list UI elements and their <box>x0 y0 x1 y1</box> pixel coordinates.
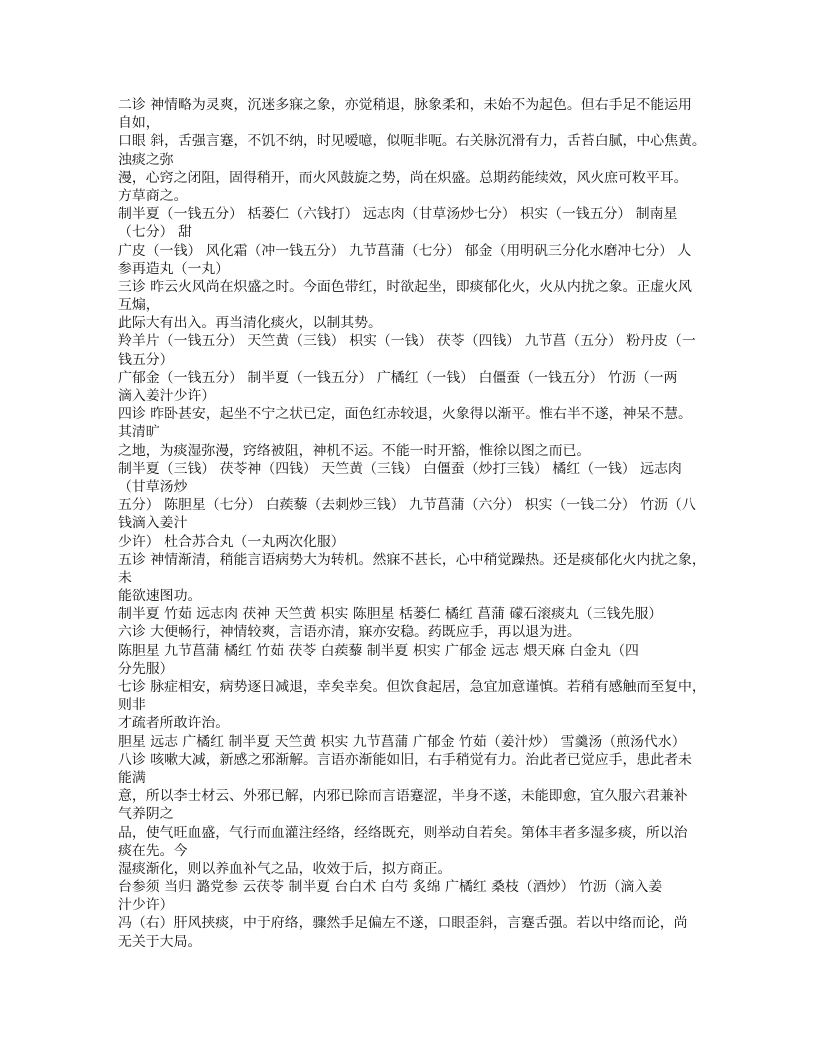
text-line: 七诊 脉症相安，病势逐日减退，幸矣幸矣。但饮食起居，急宜加意谨慎。若稍有感触而至复中， <box>118 679 706 695</box>
text-line: 八诊 咳嗽大减，新感之邪渐解。言语亦渐能如旧，右手稍觉有力。治此者已觉应手，患此者未 <box>118 751 692 768</box>
text-line: 品，使气旺血盛，气行而血灌注经络，经络既充，则举动自若矣。第体丰者多湿多痰，所以治 <box>118 824 688 841</box>
text-line: 制半夏（一钱五分） 栝蒌仁（六钱打） 远志肉（甘草汤炒七分） 枳实（一钱五分） 制南星 <box>118 206 678 223</box>
text-line: 胆星 远志 广橘红 制半夏 天竺黄 枳实 九节菖蒲 广郁金 竹茹（姜汁炒） 雪羹汤（煎汤代水） <box>118 733 686 750</box>
text-line: 则非 <box>118 697 146 714</box>
text-line: （甘草汤炒 <box>118 478 188 495</box>
text-line: 口眼 斜，舌强言蹇，不饥不纳，时见嗳噫，似呃非呃。右关脉沉滑有力，舌苔白腻，中心焦黄。 <box>118 133 706 150</box>
text-line: 分先服） <box>118 660 174 677</box>
text-line: 才疏者所敢许治。 <box>118 715 230 732</box>
text-line: 汁少许） <box>118 897 174 914</box>
document-page <box>118 96 718 951</box>
text-line: 能欲速图功。 <box>118 588 202 605</box>
text-line: 冯（右）肝风挟痰，中于府络，骤然手足偏左不遂，口眼歪斜，言蹇舌强。若以中络而论，尚 <box>118 915 688 932</box>
text-line: 能满 <box>118 769 146 786</box>
text-line: 钱五分） <box>118 351 174 368</box>
text-line: 二诊 神情略为灵爽，沉迷多寐之象，亦觉稍退，脉象柔和，未始不为起色。但右手足不能运用 <box>118 97 692 113</box>
text-line: 未 <box>118 569 132 586</box>
text-line: 广皮（一钱） 风化霜（冲一钱五分） 九节菖蒲（七分） 郁金（用明矾三分化水磨冲七分） 人 <box>118 242 692 259</box>
text-line: 参再造丸（一丸） <box>118 260 230 277</box>
text-line: 五分） 陈胆星（七分） 白蒺藜（去刺炒三钱） 九节菖蒲（六分） 枳实（一钱二分） 竹沥（八 <box>118 497 696 514</box>
text-line: 方草商之。 <box>118 187 188 204</box>
text-line: 广郁金（一钱五分） 制半夏（一钱五分） 广橘红（一钱） 白僵蚕（一钱五分） 竹沥（一两 <box>118 369 678 386</box>
text-line: （七分） 甜 <box>118 224 192 241</box>
text-line: 无关于大局。 <box>118 933 202 950</box>
text-line: 三诊 昨云火风尚在炽盛之时。今面色带红，时欲起坐，即痰郁化火，火从内扰之象。正虚火风 <box>118 278 692 295</box>
text-line: 陈胆星 九节菖蒲 橘红 竹茹 茯苓 白蒺藜 制半夏 枳实 广郁金 远志 煨天麻 白金丸（四 <box>118 642 639 659</box>
text-line: 制半夏（三钱） 茯苓神（四钱） 天竺黄（三钱） 白僵蚕（炒打三钱） 橘红（一钱） 远志肉 <box>118 460 682 477</box>
text-line: 意，所以李士材云、外邪已解，内邪已除而言语蹇涩，半身不遂，未能即愈，宜久服六君兼补 <box>118 788 688 805</box>
text-line: 此际大有出入。再当清化痰火，以制其势。 <box>118 315 382 332</box>
text-line: 自如， <box>118 115 160 132</box>
text-line: 羚羊片（一钱五分） 天竺黄（三钱） 枳实（一钱） 茯苓（四钱） 九节菖（五分） 粉丹皮（一 <box>118 333 696 350</box>
text-line: 其清旷 <box>118 424 160 441</box>
text-line: 少许） 杜合苏合丸（一丸两次化服） <box>118 533 345 550</box>
text-line: 浊痰之弥 <box>118 151 174 168</box>
text-line: 气养阴之 <box>118 806 174 823</box>
text-line: 痰在先。今 <box>118 842 188 859</box>
text-line: 之地，为痰湿弥漫，窍络被阻，神机不运。不能一时开豁，惟徐以图之而已。 <box>118 442 591 459</box>
text-line: 钱滴入姜汁 <box>118 515 188 532</box>
text-line: 六诊 大便畅行，神情较爽，言语亦清，寐亦安稳。药既应手，再以退为进。 <box>118 624 581 641</box>
text-line: 四诊 昨卧甚安，起坐不宁之状已定，面色红赤较退，火象得以渐平。惟右半不遂，神呆不慧。 <box>118 406 692 423</box>
text-line: 制半夏 竹茹 远志肉 茯神 天竺黄 枳实 陈胆星 栝蒌仁 橘红 菖蒲 礞石滚痰丸（三钱先服） <box>118 606 663 623</box>
text-line: 漫，心窍之闭阻，固得稍开，而火风鼓旋之势，尚在炽盛。总期药能续效，风火庶可敉平耳。 <box>118 169 688 186</box>
text-line: 滴入姜汁少许） <box>118 388 216 404</box>
text-line: 湿痰渐化，则以养血补气之品，收效于后，拟方商正。 <box>118 860 452 877</box>
text-line: 五诊 神情渐清，稍能言语病势大为转机。然寐不甚长，心中稍觉躁热。还是痰郁化火内扰之象， <box>118 551 706 568</box>
text-line: 台参须 当归 潞党参 云茯苓 制半夏 台白术 白芍 炙绵 广橘红 桑枝（酒炒） 竹沥（滴入姜 <box>118 879 663 896</box>
text-line: 互煽， <box>118 297 160 314</box>
